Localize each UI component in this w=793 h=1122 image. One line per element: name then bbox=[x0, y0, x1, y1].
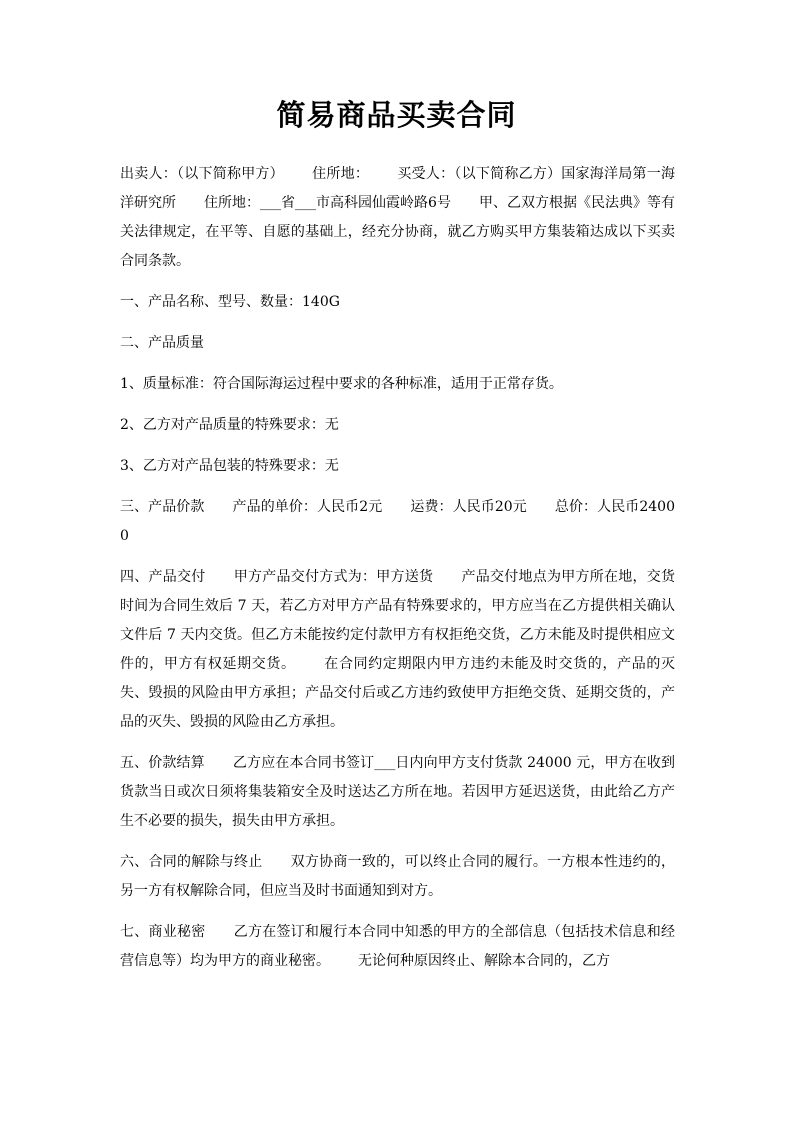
section-6-heading: 六、合同的解除与终止 bbox=[120, 854, 263, 870]
document-body bbox=[120, 160, 675, 988]
section-6 bbox=[120, 848, 675, 906]
section-4-heading: 四、产品交付 bbox=[120, 569, 206, 585]
section-2-item-2: 2、乙方对产品质量的特殊要求：无 bbox=[120, 417, 339, 433]
termination-text: 双方协商一致的，可以终止合同的履行。一方根本性违约的，另一方有权解除合同，但应当及时书面通知到对方。 bbox=[120, 854, 676, 899]
section-3 bbox=[120, 493, 675, 551]
seller-text: 出卖人：（以下简称甲方） bbox=[120, 166, 284, 182]
section-2-item-3: 3、乙方对产品包装的特殊要求：无 bbox=[120, 458, 339, 474]
buyer-address-text: 住所地：___省___市高科园仙霞岭路6号 bbox=[204, 195, 451, 211]
payment-terms-text: 乙方应在本合同书签订___日内向甲方支付货款 24000 元，甲方在收到货款当日或次日须将集装箱安全及时送达乙方所在地。若因甲方延迟送货，由此给乙方产生不必要的损失，损失由甲方承担。 bbox=[120, 755, 676, 829]
freight-text: 运费：人民币20元 bbox=[410, 499, 527, 515]
section-3-heading: 三、产品价款 bbox=[120, 499, 205, 515]
section-7-heading: 七、商业秘密 bbox=[120, 924, 206, 940]
preamble-text: 甲、乙双方根据《民法典》等有关法律规定，在平等、自愿的基础上，经充分协商，就乙方购买甲方集装箱达成以下买卖合同条款。 bbox=[120, 195, 675, 269]
delivery-risk-text: 在合同约定期限内甲方违约未能及时交货的，产品的灭失、毁损的风险由甲方承担；产品交付后或乙方违约致使甲方拒绝交货、延期交货的，产品的灭失、毁损的风险由乙方承担。 bbox=[120, 656, 676, 730]
section-5 bbox=[120, 749, 675, 836]
trade-secret-continued-text: 无论何种原因终止、解除本合同的，乙方 bbox=[358, 953, 610, 969]
unit-price-text: 产品的单价：人民币2元 bbox=[232, 499, 383, 515]
section-5-heading: 五、价款结算 bbox=[120, 755, 205, 771]
section-4 bbox=[120, 563, 675, 737]
section-2-item-1: 1、质量标准：符合国际海运过程中要求的各种标准，适用于正常存货。 bbox=[120, 376, 563, 392]
section-2-heading: 二、产品质量 bbox=[120, 335, 204, 351]
delivery-method-text: 甲方产品交付方式为：甲方送货 bbox=[233, 569, 434, 585]
section-1: 一、产品名称、型号、数量：140G bbox=[120, 294, 340, 310]
section-7 bbox=[120, 918, 675, 976]
delivery-terms-text: 产品交付地点为甲方所在地，交货时间为合同生效后 7 天，若乙方对甲方产品有特殊要求的，甲方应当在乙方提供相关确认文件后 7 天内交货。但乙方未能按约定付款甲方有权拒绝交货，乙方未能及时提供相应文件的，甲方有权延期交货。 bbox=[120, 569, 675, 672]
intro-paragraph bbox=[120, 160, 675, 276]
buyer-text: 买受人：（以下简称乙方）国家海洋局第一海洋研究所 bbox=[120, 166, 676, 211]
total-price-text: 总价：人民币24000 bbox=[120, 499, 675, 544]
page-title: 简易商品买卖合同 bbox=[276, 98, 517, 132]
trade-secret-text: 乙方在签订和履行本合同中知悉的甲方的全部信息（包括技术信息和经营信息等）均为甲方的商业秘密。 bbox=[120, 924, 676, 969]
seller-address-text: 住所地： bbox=[311, 166, 370, 182]
